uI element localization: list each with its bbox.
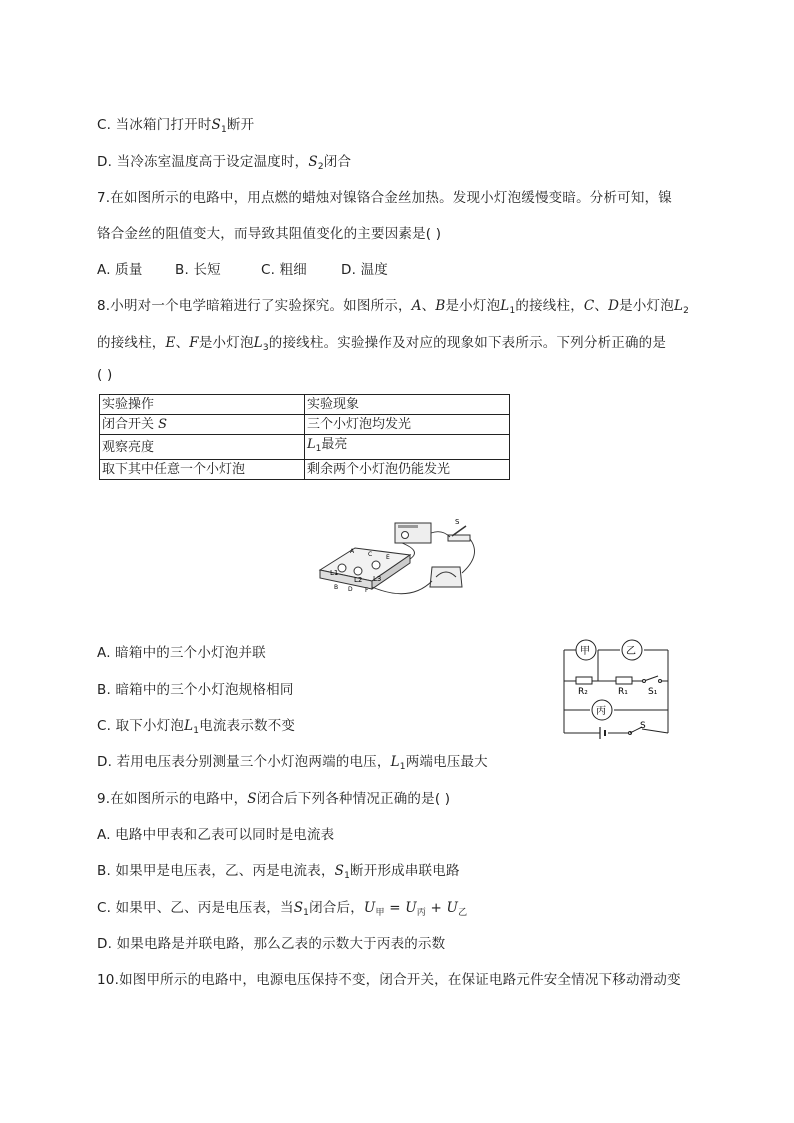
table-row: [100, 415, 510, 435]
q8-option-a: A. 暗箱中的三个小灯泡并联: [97, 645, 266, 661]
q10-stem-line1: 10.如图甲所示的电路中，电源电压保持不变，闭合开关，在保证电路元件安全情况下移动滑动变: [97, 972, 681, 988]
label-d: D: [348, 586, 353, 593]
q6-option-c: C. 当冰箱门打开时$S_1$断开: [97, 117, 255, 135]
q8-stem-line1: 8.小明对一个电学暗箱进行了实验探究。如图所示，A、B是小灯泡$L_1$的接线柱，C、D是小灯泡$L_2$: [97, 298, 690, 316]
table-header-phenomenon: 实验现象: [305, 395, 510, 415]
q7-option-b: B. 长短: [175, 262, 221, 278]
table-header-operation: 实验操作: [100, 395, 305, 415]
q9-option-b: B. 如果甲是电压表，乙、丙是电流表，$S_1$断开形成串联电路: [97, 863, 460, 881]
q6-option-d: D. 当冷冻室温度高于设定温度时，$S_2$闭合: [97, 154, 352, 172]
table-cell: 取下其中任意一个小灯泡: [100, 460, 305, 480]
table-cell: $L_1$最亮: [305, 435, 510, 460]
q9-option-a: A. 电路中甲表和乙表可以同时是电流表: [97, 827, 335, 843]
q8-option-b: B. 暗箱中的三个小灯泡规格相同: [97, 682, 294, 698]
label-f: F: [365, 587, 369, 594]
label-l3: L3: [373, 575, 382, 583]
meter-yi: 乙: [626, 646, 636, 657]
q8-answer-paren: ( ): [97, 367, 113, 383]
label-e: E: [386, 554, 390, 561]
q7-option-a: A. 质量: [97, 262, 143, 278]
q9-stem: 9.在如图所示的电路中，S闭合后下列各种情况正确的是( ): [97, 791, 451, 807]
label-c: C: [368, 551, 373, 558]
table-cell: 三个小灯泡均发光: [305, 415, 510, 435]
table-cell: 剩余两个小灯泡仍能发光: [305, 460, 510, 480]
q8-option-c: C. 取下小灯泡$L_1$电流表示数不变: [97, 718, 296, 736]
table-row: [100, 395, 510, 415]
label-s: S: [455, 518, 460, 526]
switch-s-label: S: [640, 721, 646, 731]
table-cell: 观察亮度: [100, 435, 305, 460]
meter-bing: 丙: [596, 706, 606, 717]
label-b: B: [334, 584, 339, 591]
circuit-diagram-q9: [560, 638, 675, 740]
label-a: A: [350, 548, 355, 555]
table-row: [100, 435, 510, 460]
q7-options: [97, 258, 388, 278]
switch-s1-label: S₁: [648, 687, 658, 697]
label-l1: L1: [330, 569, 339, 577]
q7-option-d: D. 温度: [341, 262, 388, 278]
q9-option-c: C. 如果甲、乙、丙是电压表，当$S_1$闭合后，$U_甲 = U_丙 + U_乙$: [97, 900, 468, 918]
black-box-experiment-figure: [310, 515, 490, 605]
meter-jia: 甲: [580, 646, 590, 657]
q7-stem-line1: 7.在如图所示的电路中，用点燃的蜡烛对镍铬合金丝加热。发现小灯泡缓慢变暗。分析可知，镍: [97, 190, 672, 206]
resistor-r1-label: R₁: [618, 687, 628, 697]
q9-option-d: D. 如果电路是并联电路，那么乙表的示数大于丙表的示数: [97, 936, 446, 952]
table-cell: 闭合开关 S: [100, 415, 305, 435]
resistor-r2-label: R₂: [578, 687, 588, 697]
q8-experiment-table: [99, 394, 510, 480]
q8-stem-line2: 的接线柱，E、F是小灯泡$L_3$的接线柱。实验操作及对应的现象如下表所示。下列分析正确的是: [97, 335, 667, 353]
q7-stem-line2: 铬合金丝的阻值变大，而导致其阻值变化的主要因素是( ): [97, 226, 442, 242]
label-l2: L2: [354, 576, 363, 584]
q8-option-d: D. 若用电压表分别测量三个小灯泡两端的电压，$L_1$两端电压最大: [97, 754, 488, 772]
table-row: [100, 460, 510, 480]
q7-option-c: C. 粗细: [261, 262, 308, 278]
